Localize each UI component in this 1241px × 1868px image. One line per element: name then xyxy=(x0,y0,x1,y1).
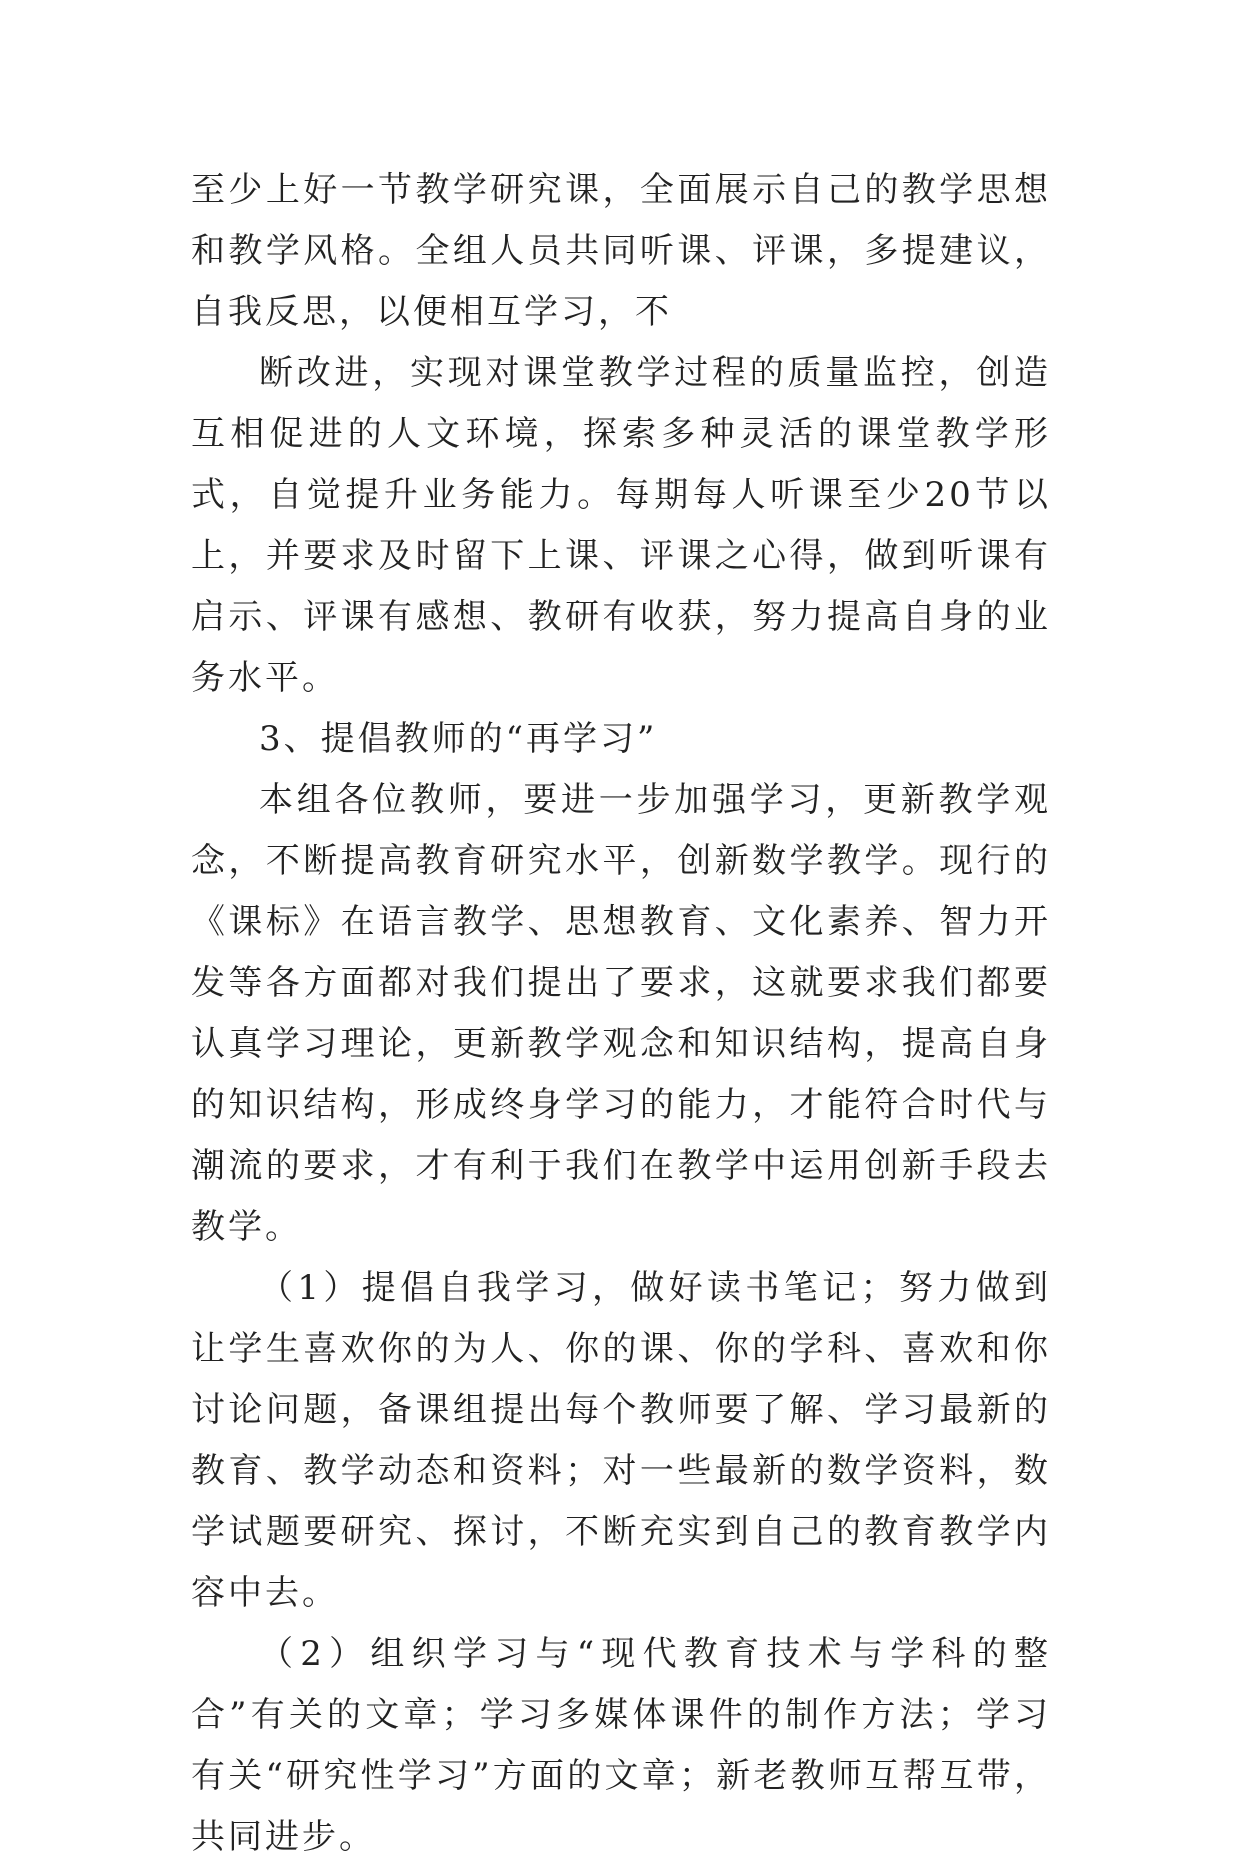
paragraph-improvement: 断改进，实现对课堂教学过程的质量监控，创造互相促进的人文环境，探索多种灵活的课堂教学形式，自觉提升业务能力。每期每人听课至少20节以上，并要求及时留下上课、评课之心得，做到听课有启示、评课有感想、教研有收获，努力提高自身的业务水平。 xyxy=(191,353,1051,698)
paragraph-study: 本组各位教师，要进一步加强学习，更新教学观念，不断提高教育研究水平，创新数学教学。现行的《课标》在语言教学、思想教育、文化素养、智力开发等各方面都对我们提出了要求，这就要求我们都要认真学习理论，更新教学观念和知识结构，提高自身的知识结构，形成终身学习的能力，才能符合时代与潮流的要求，才有利于我们在教学中运用创新手段去教学。 xyxy=(191,780,1051,1247)
paragraph-continued: 至少上好一节教学研究课，全面展示自己的教学思想和教学风格。全组人员共同听课、评课，多提建议，自我反思，以便相互学习，不 xyxy=(191,170,1051,332)
section-heading-relearning: 3、提倡教师的“再学习” xyxy=(259,719,658,759)
paragraph-item-2: （2）组织学习与“现代教育技术与学科的整合”有关的文章；学习多媒体课件的制作方法；学习有关“研究性学习”方面的文章；新老教师互帮互带，共同进步。 xyxy=(191,1634,1051,1857)
paragraph-item-1: （1）提倡自我学习，做好读书笔记；努力做到让学生喜欢你的为人、你的课、你的学科、喜欢和你讨论问题，备课组提出每个教师要了解、学习最新的教育、教学动态和资料；对一些最新的数学资料，数学试题要研究、探讨，不断充实到自己的教育教学内容中去。 xyxy=(191,1268,1051,1613)
body-text xyxy=(191,160,1051,1868)
